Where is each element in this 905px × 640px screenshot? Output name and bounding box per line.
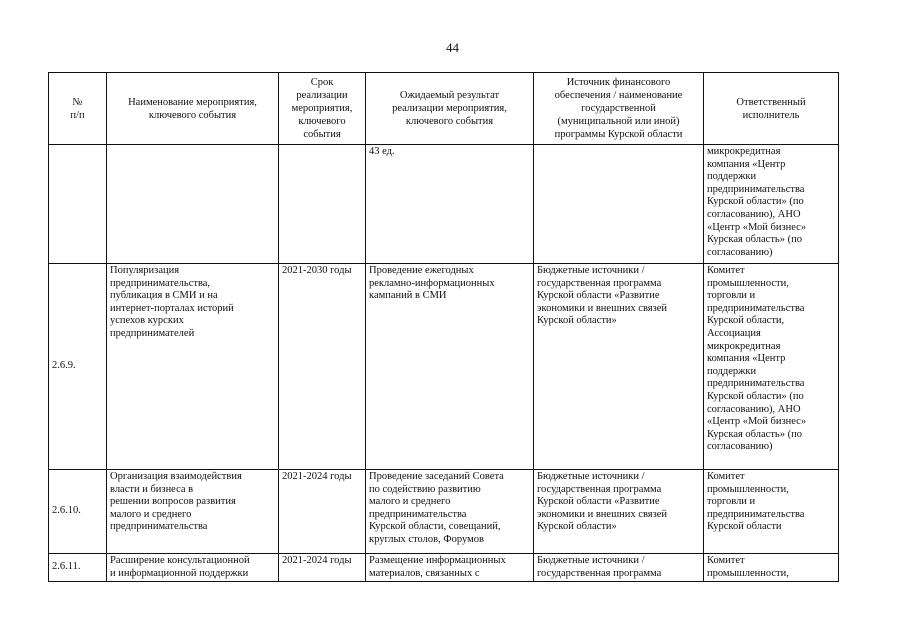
row-name: Организация взаимодействия власти и бизнеса в решении вопросов развития малого и среднего предпринимательства xyxy=(107,470,279,554)
row-number xyxy=(49,145,107,264)
row-result: Проведение ежегодных рекламно-информационных кампаний в СМИ xyxy=(366,264,534,470)
header-result: Ожидаемый результат реализации мероприятия, ключевого события xyxy=(366,73,534,145)
header-name: Наименование мероприятия, ключевого события xyxy=(107,73,279,145)
row-result: Проведение заседаний Совета по содействию развитию малого и среднего предпринимательства Курской области, совещаний, круглых столов, Форумов xyxy=(366,470,534,554)
row-name xyxy=(107,145,279,264)
row-result: Размещение информационных материалов, связанных с xyxy=(366,554,534,582)
row-period: 2021-2024 годы xyxy=(279,470,366,554)
row-name: Популяризация предпринимательства, публикация в СМИ и на интернет-порталах историй успехов курских предпринимателей xyxy=(107,264,279,470)
row-result: 43 ед. xyxy=(366,145,534,264)
row-source: Бюджетные источники / государственная программа xyxy=(534,554,704,582)
row-source xyxy=(534,145,704,264)
table-row xyxy=(49,264,839,470)
header-executor: Ответственный исполнитель xyxy=(704,73,839,145)
row-executor: микрокредитная компания «Центр поддержки предпринимательства Курской области» (по согласованию), АНО «Центр «Мой бизнес» Курская область» (по согласованию) xyxy=(704,145,839,264)
header-source: Источник финансового обеспечения / наименование государственной (муниципальной или иной) программы Курской области xyxy=(534,73,704,145)
row-number: 2.6.9. xyxy=(49,264,107,470)
row-executor: Комитет промышленности, торговли и предпринимательства Курской области, Ассоциация микрокредитная компания «Центр поддержки предпринимательства Курской области» (по согласованию), АНО «Центр «Мой бизнес» Курская область» (по согласованию) xyxy=(704,264,839,470)
header-period: Срок реализации мероприятия, ключевого события xyxy=(279,73,366,145)
table-row xyxy=(49,470,839,554)
table-row xyxy=(49,145,839,264)
row-period: 2021-2024 годы xyxy=(279,554,366,582)
row-number: 2.6.11. xyxy=(49,554,107,582)
measures-table xyxy=(48,72,839,582)
row-period xyxy=(279,145,366,264)
row-executor: Комитет промышленности, торговли и предпринимательства Курской области xyxy=(704,470,839,554)
row-source: Бюджетные источники / государственная программа Курской области «Развитие экономики и внешних связей Курской области» xyxy=(534,470,704,554)
row-number: 2.6.10. xyxy=(49,470,107,554)
page-number: 44 xyxy=(446,40,459,55)
row-name: Расширение консультационной и информационной поддержки xyxy=(107,554,279,582)
table-header-row xyxy=(49,73,839,145)
row-source: Бюджетные источники / государственная программа Курской области «Развитие экономики и внешних связей Курской области» xyxy=(534,264,704,470)
header-number: № п/п xyxy=(49,73,107,145)
table-row xyxy=(49,554,839,582)
row-executor: Комитет промышленности, xyxy=(704,554,839,582)
row-period: 2021-2030 годы xyxy=(279,264,366,470)
